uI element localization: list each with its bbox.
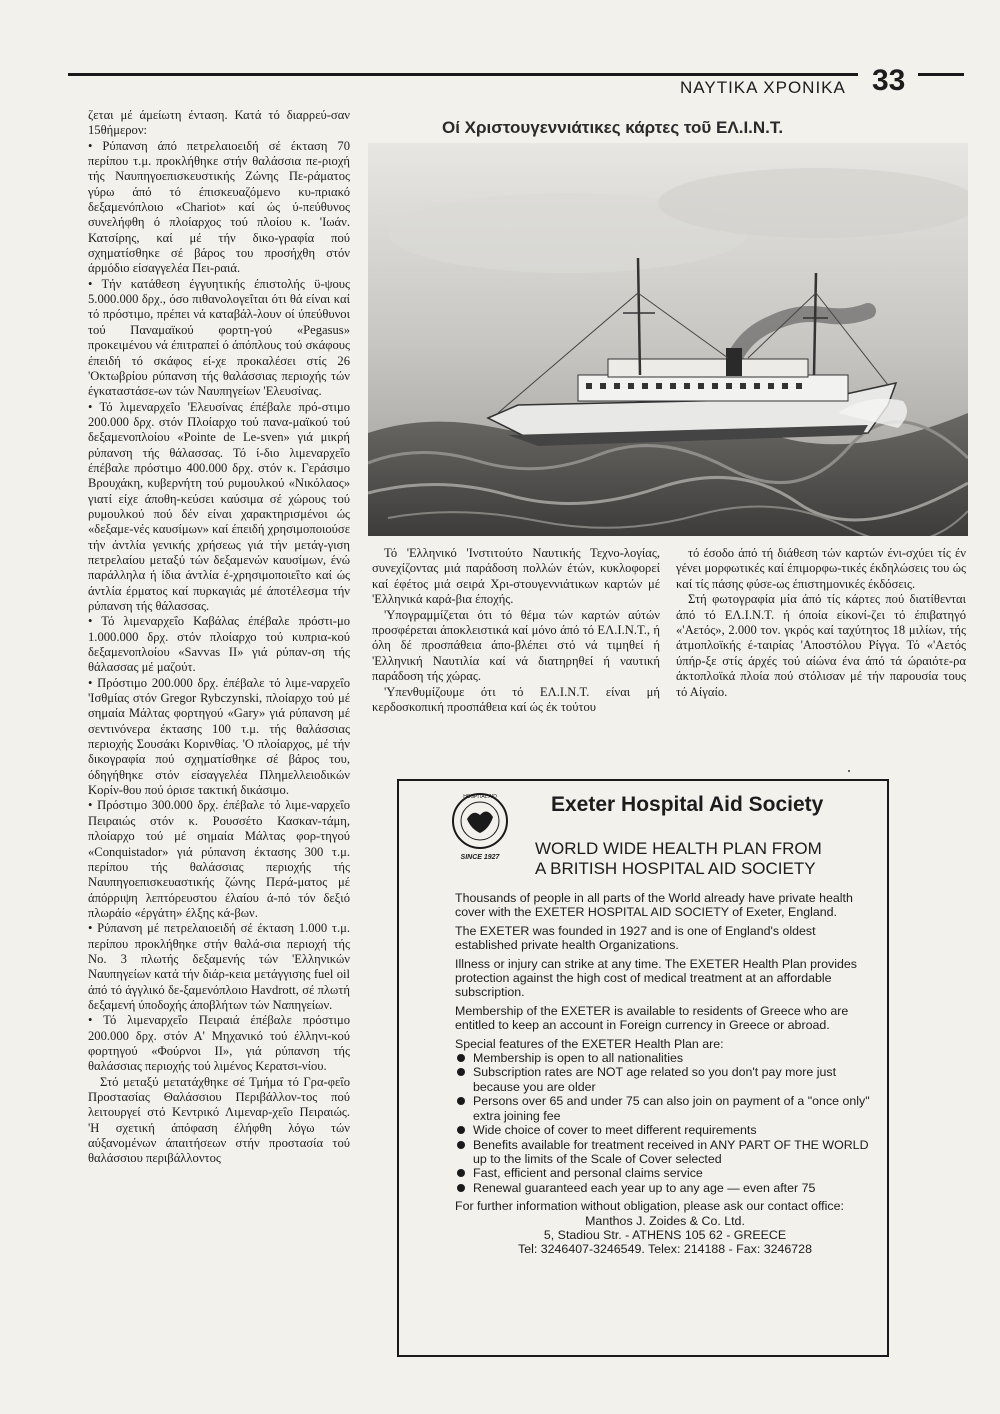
- left-paragraph: • Πρόστιμο 200.000 δρχ. έπέβαλε τό λιμε-ναρχεΐο 'Ισθμίας στόν Gregor Rybczynski, πλοίαρχο τού μέ σημαία Μάλτας φορτηγού «Gary» γιά ρύπανση μέ σεντινόνερα έκτασης 100 τ.μ. τής θαλάσσιας περιοχής Σουσάκι Κορινθίας. 'Ο πλοίαρχος, μέ τήν δικογραφία πού σχηματίσθηκε σέ βάρος του, όδηγήθηκε στόν είσαγγελέα Πλημελλειοδικών Κορίν-θου πού όρισε τακτική δικάσιμο.: [88, 675, 350, 798]
- ad-feature-item: Benefits available for treatment received in ANY PART OF THE WORLD up to the limits of the Scale of Cover selected: [455, 1138, 875, 1167]
- left-paragraph: • Τό λιμεναρχεΐο Καβάλας έπέβαλε πρόστι-μο 1.000.000 δρχ. στόν πλοίαρχο τού κυπρια-κού δεξαμενοπλοίου «Savvas II» γιά ρύπαν-ση τής θάλασσας μέ μαζούτ.: [88, 614, 350, 675]
- article-paragraph: Τό 'Ελληνικό 'Ινστιτούτο Ναυτικής Τεχνο-λογίας, συνεχίζοντας μιά παράδοση πολλών έτών, κυκλοφορεί καί έφέτος μιά σειρά Χρι-στουγεννιάτικων καρτών μέ 'Ελληνικά καρά-βια έποχής.: [372, 546, 660, 607]
- left-paragraph: Στό μεταξύ μετατάχθηκε σέ Τμήμα τό Γρα-φεΐο Προστασίας Θαλάσσιου Περιβάλλον-τος πού λειτουργεί στό Κεντρικό Λιμεναρ-χεΐο Πειραιώς. 'Η σχετική άπόφαση έλήφθη λόγω τών αύξανομένων άπαιτήσεων στήν προστασία τού θαλάσσιου περιβάλλοντος: [88, 1074, 350, 1166]
- article-title: Οί Χριστουγεννιάτικες κάρτες τοῦ ΕΛ.Ι.Ν.Τ.: [442, 118, 784, 137]
- ad-paragraph: Thousands of people in all parts of the World already have private health cover with the EXETER HOSPITAL AID SOCIETY of Exeter, England.: [455, 891, 853, 920]
- ad-body: [455, 891, 875, 1257]
- ad-features-heading: Special features of the EXETER Health Plan are:: [455, 1036, 724, 1051]
- ad-contact-intro: For further information without obligation, please ask our contact office:: [455, 1199, 844, 1214]
- ad-feature-item: Renewal guaranteed each year up to any age — even after 75: [455, 1181, 875, 1195]
- ad-feature-item: Subscription rates are NOT age related so you don't pay more just because you are older: [455, 1065, 875, 1094]
- left-paragraph: • Ρύπανση άπό πετρελαιοειδή σέ έκταση 70 περίπου τ.μ. προκλήθηκε στήν θαλάσσια πε-ριοχή τής Ναυπηγοεπισκευστικής Ζώνης Πε-ράματος γύρω άπό τό έπισκευαζόμενο κυ-πριακό δεξαμενόπλοιο «Chariot» καί ώς ύ-πεύθυνος συνελήφθη ό πλοίαρχος τού πλοίου κ. 'Ιωάν. Κατσίρης, καί μέ τήν δικο-γραφία πού σχηματίσθηκε σέ βάρος του προσήχθη στόν άρμόδιο είσαγγελέα Πει-ραιά.: [88, 138, 350, 276]
- logo-since-text: SINCE 1927: [460, 854, 500, 861]
- society-logo-icon: [443, 789, 517, 861]
- article-paragraph: τό έσοδο άπό τή διάθεση τών καρτών ένι-σχύει τίς έν γένει μορφωτικές καί έπιμορφω-τικές έκδηλώσεις του ώς καί τίς πάσης φύσε-ως έπιστημονικές έκδόσεις.: [676, 546, 966, 591]
- left-paragraph: • Ρύπανση μέ πετρελαιοειδή σέ έκταση 1.000 τ.μ. περίπου προκλήθηκε στήν θαλά-σια περιοχή τής Νο. 3 πλωτής δεξαμενής τών 'Ελληνικών Ναυπηγείων κατά τήν διάρ-κεια μετάγγισης fuel oil άπό τό άγγλικό δε-ξαμενόπλοιο Havdrott, σέ πλωτή δεξαμενή ύποδοχής άποβλήτων τών Ναπηγείων.: [88, 921, 350, 1012]
- article-paragraph: Στή φωτογραφία μία άπό τίς κάρτες πού διατίθενται άπό τό ΕΛ.Ι.Ν.Τ. ή όποία είκονί-ζει τό έπιβατηγό «'Αετός», 2.000 τον. γκρός καί ταχύτητος 18 μιλίων, τής άτμοπλοϊκής έ-ταιρίας 'Αποστόλου Ρίγγα. Τό «'Αετός ύπήρ-ξε στίς άρχές τού αίώνα ένα άπό τά ώραιότε-ρα άκτοπλοϊκά πλοία πού στόλισαν μέ τήν παρουσία τους τό Αίγαίο.: [676, 592, 966, 699]
- page-number: 33: [872, 64, 906, 97]
- ad-contact-company: Manthos J. Zoides & Co. Ltd.: [585, 1213, 745, 1228]
- exeter-advertisement: [397, 779, 889, 1357]
- ad-contact-block: [455, 1214, 875, 1257]
- ad-contact-phones: Tel: 3246407-3246549. Telex: 214188 - Fax: 3246728: [518, 1242, 812, 1257]
- scan-speck: [848, 770, 850, 772]
- ad-contact-address: 5, Stadiou Str. - ATHENS 105 62 - GREECE: [543, 1227, 787, 1242]
- left-paragraph: • Τό λιμεναρχεΐο Πειραιά έπέβαλε πρόστιμο 200.000 δρχ. στόν Α' Μηχανικό τού έλληνι-κού φορτηγού «Φούρνοι ΙΙ», γιά ρύπανση τής θαλάσσιας περιοχής τού λιμένος Κερατσι-νίου.: [88, 1013, 350, 1074]
- article-column-right: [676, 546, 966, 700]
- article-paragraph: 'Υπογραμμίζεται ότι τό θέμα τών καρτών αύτών προσφέρεται άποκλειστικά καί μόνο άπό τό ΕΛ.Ι.Ν.Τ., ή όλη δέ προσπάθεια άπο-βλέπει στό νά τιμηθεί ή 'Ελληνική Ναυτιλία καί νά διατηρηθεί ή ναυτική παράδοση τής χώρας.: [372, 607, 660, 684]
- ad-paragraph: Membership of the EXETER is available to residents of Greece who are entitled to keep an account in Foreign currency in Greece or abroad.: [455, 1003, 849, 1033]
- ad-features-list: [455, 1051, 875, 1195]
- ad-paragraph: The EXETER was founded in 1927 and is one of England's oldest established private health Organizations.: [455, 923, 816, 953]
- ad-headline-line: WORLD WIDE HEALTH PLAN FROM: [535, 839, 822, 858]
- ship-illustration: [368, 143, 968, 536]
- ad-headline: [535, 839, 875, 879]
- left-paragraph: • Πρόστιμο 300.000 δρχ. έπέβαλε τό λιμε-ναρχεΐο Πειραιώς στόν κ. Ρουσσέτο Κασκαν-τάμη, πλοίαρχο τού μέ σημαία Μάλτας φορ-τηγού «Conquistador» γιά ρύπανση έκτασης 300 τ.μ. περίπου τής θαλάσσιας περιοχής τής Ναυπηγοεπισκευαστικής ζώνης Περά-ματος μέ άπόρριψη λεπτόρευστου έλαίου ά-πό τόν δεξιό πλωράίο «έργάτη» έλξης κά-βων.: [88, 798, 350, 920]
- left-paragraph: ζεται μέ άμείωτη ένταση. Κατά τό διαρρεύ-σαν 15θήμερον:: [88, 108, 350, 138]
- article-column-middle: [372, 546, 660, 715]
- header-rule-right: [918, 73, 964, 76]
- ad-feature-item: Wide choice of cover to meet different requirements: [455, 1123, 875, 1137]
- ad-feature-item: Membership is open to all nationalities: [455, 1051, 875, 1065]
- section-title: ΝΑΥΤΙΚΑ ΧΡΟΝΙΚΑ: [680, 78, 846, 97]
- logo-top-text: HOSPITAL AID: [463, 794, 497, 800]
- left-paragraph: • Τό λιμεναρχεΐο 'Ελευσίνας έπέβαλε πρό-στιμο 200.000 δρχ. στόν Πλοίαρχο τού πανα-μαϊκού τού δεξαμενοπλοίου «Pointe de Le-sven» γιά μικρή ρύπανση τής θάλασσας. Τό ί-διο λιμεναρχεΐο έπέβαλε πρόστιμο 400.000 δρχ. στόν κ. Γεράσιμο Βρουχάκη, κυβερνήτη τού ρυμουλκού «Νικόλαος» γιατί είχε άποθη-κεύσει καύσιμα σέ χώρους τού ρυμουλκού πού δέν είναι χαρακτηρισμένοι ώς «δεξαμε-νές καυσίμων» καί έπειδή χρησιμοποιούσε τήν άντλία γενικής χρήσεως γιά τήν μετάγ-γιση πετρελαίου μεταξύ τών δεξαμενών καυσίμων, ένώ παράλληλα ή ίδια άντλία έ-χρησιμοποιεΐτο καί ώς άντλία έρματος καί πυρκαγιάς μέ άποτέλεσμα τήν ρύπανση τής θάλασσας.: [88, 399, 350, 613]
- article-paragraph: 'Υπενθυμίζουμε ότι τό ΕΛ.Ι.Ν.Τ. είναι μή κερδοσκοπική προσπάθεια καί ώς έκ τούτου: [372, 684, 660, 715]
- ad-feature-item: Persons over 65 and under 75 can also join on payment of a "once only" extra joining fee: [455, 1094, 875, 1123]
- left-column: [88, 108, 350, 1167]
- left-paragraph: • Τήν κατάθεση έγγυητικής έπιστολής ϋ-ψους 5.000.000 δρχ., όσο πιθανολογεΐται ότι θά είναι καί τό πρόστιμο, πρέπει νά καταβάλ-λουν οί ύπεύθυνοι τού Παναμαϊκού φορτη-γού «Pegasus» προκειμένου νά έπιτραπεί ό άπόπλους τού σκάφους έπειδή τό σκάφος εί-χε προκαλέσει στίς 26 'Οκτωβρίου ρύπανση τής θαλάσσιας περιοχής τών έγκαταστάσε-ων τών Ναυπηγείων 'Ελευσίνας.: [88, 276, 350, 399]
- header-rule: [68, 73, 858, 76]
- ad-headline-line: A BRITISH HOSPITAL AID SOCIETY: [535, 859, 816, 878]
- ad-feature-item: Fast, efficient and personal claims service: [455, 1166, 875, 1180]
- ad-society-name: Exeter Hospital Aid Society: [551, 793, 824, 816]
- ad-paragraph: Illness or injury can strike at any time. The EXETER Health Plan provides protection against the high cost of medical treatment at an affordable subscription.: [455, 956, 857, 1000]
